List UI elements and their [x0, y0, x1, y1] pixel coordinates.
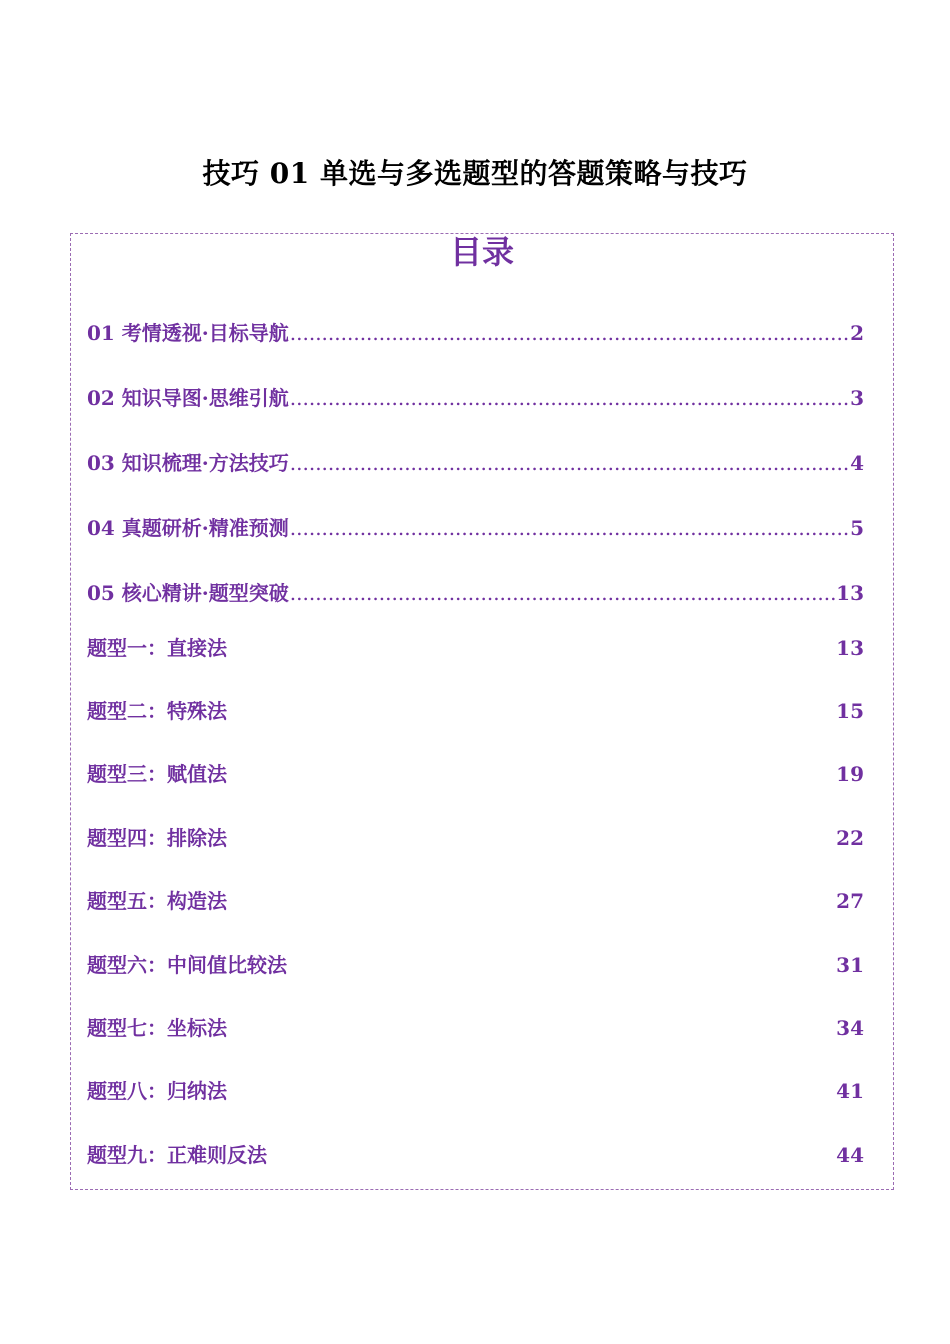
toc-subentry-page: 41	[836, 1079, 864, 1103]
toc-subentry-page: 22	[836, 826, 864, 850]
toc-subentry-3[interactable]	[87, 759, 864, 789]
toc-subentry-label: 题型四：排除法	[87, 826, 227, 850]
toc-entry-label: 03 知识梳理·方法技巧	[87, 451, 289, 475]
toc-subentry-label: 题型八：归纳法	[87, 1079, 227, 1103]
toc-subentry-label: 题型九：正难则反法	[87, 1143, 267, 1167]
toc-subentry-1[interactable]	[87, 633, 864, 663]
toc-entry-label: 04 真题研析·精准预测	[87, 516, 289, 540]
toc-heading: 目录	[449, 233, 514, 271]
toc-entry-page: 13	[836, 581, 864, 605]
toc-entry-04[interactable]	[87, 513, 864, 543]
dot-leader	[290, 318, 849, 348]
toc-entry-01[interactable]	[87, 318, 864, 348]
document-title: 技巧 01 单选与多选题型的答题策略与技巧	[202, 157, 748, 190]
toc-subentry-page: 13	[836, 636, 864, 660]
toc-subentry-label: 题型三：赋值法	[87, 762, 227, 786]
toc-entry-03[interactable]	[87, 448, 864, 478]
toc-entry-label: 05 核心精讲·题型突破	[87, 581, 289, 605]
toc-subentry-9[interactable]	[87, 1140, 864, 1170]
toc-subentry-page: 19	[836, 762, 864, 786]
toc-subentry-label: 题型七：坐标法	[87, 1016, 227, 1040]
toc-subentry-label: 题型六：中间值比较法	[87, 953, 287, 977]
toc-entry-page: 5	[850, 516, 864, 540]
toc-subentry-page: 31	[836, 953, 864, 977]
toc-subentry-page: 34	[836, 1016, 864, 1040]
dot-leader	[290, 448, 849, 478]
toc-entry-page: 2	[850, 321, 864, 345]
toc-subentry-7[interactable]	[87, 1013, 864, 1043]
toc-subentry-label: 题型五：构造法	[87, 889, 227, 913]
toc-entry-label: 01 考情透视·目标导航	[87, 321, 289, 345]
toc-subentry-page: 27	[836, 889, 864, 913]
toc-subentry-2[interactable]	[87, 696, 864, 726]
toc-entry-page: 3	[850, 386, 864, 410]
toc-subentry-label: 题型一：直接法	[87, 636, 227, 660]
toc-subentry-4[interactable]	[87, 823, 864, 853]
toc-subentry-8[interactable]	[87, 1076, 864, 1106]
dot-leader	[290, 383, 849, 413]
toc-subentry-5[interactable]	[87, 886, 864, 916]
toc-subentry-label: 题型二：特殊法	[87, 699, 227, 723]
table-of-contents	[70, 233, 894, 1190]
toc-subentry-6[interactable]	[87, 950, 864, 980]
toc-entry-02[interactable]	[87, 383, 864, 413]
toc-subentry-page: 44	[836, 1143, 864, 1167]
toc-entry-page: 4	[850, 451, 864, 475]
dot-leader	[290, 578, 835, 608]
toc-entry-label: 02 知识导图·思维引航	[87, 386, 289, 410]
toc-subentry-page: 15	[836, 699, 864, 723]
toc-entry-05[interactable]	[87, 578, 864, 608]
dot-leader	[290, 513, 849, 543]
